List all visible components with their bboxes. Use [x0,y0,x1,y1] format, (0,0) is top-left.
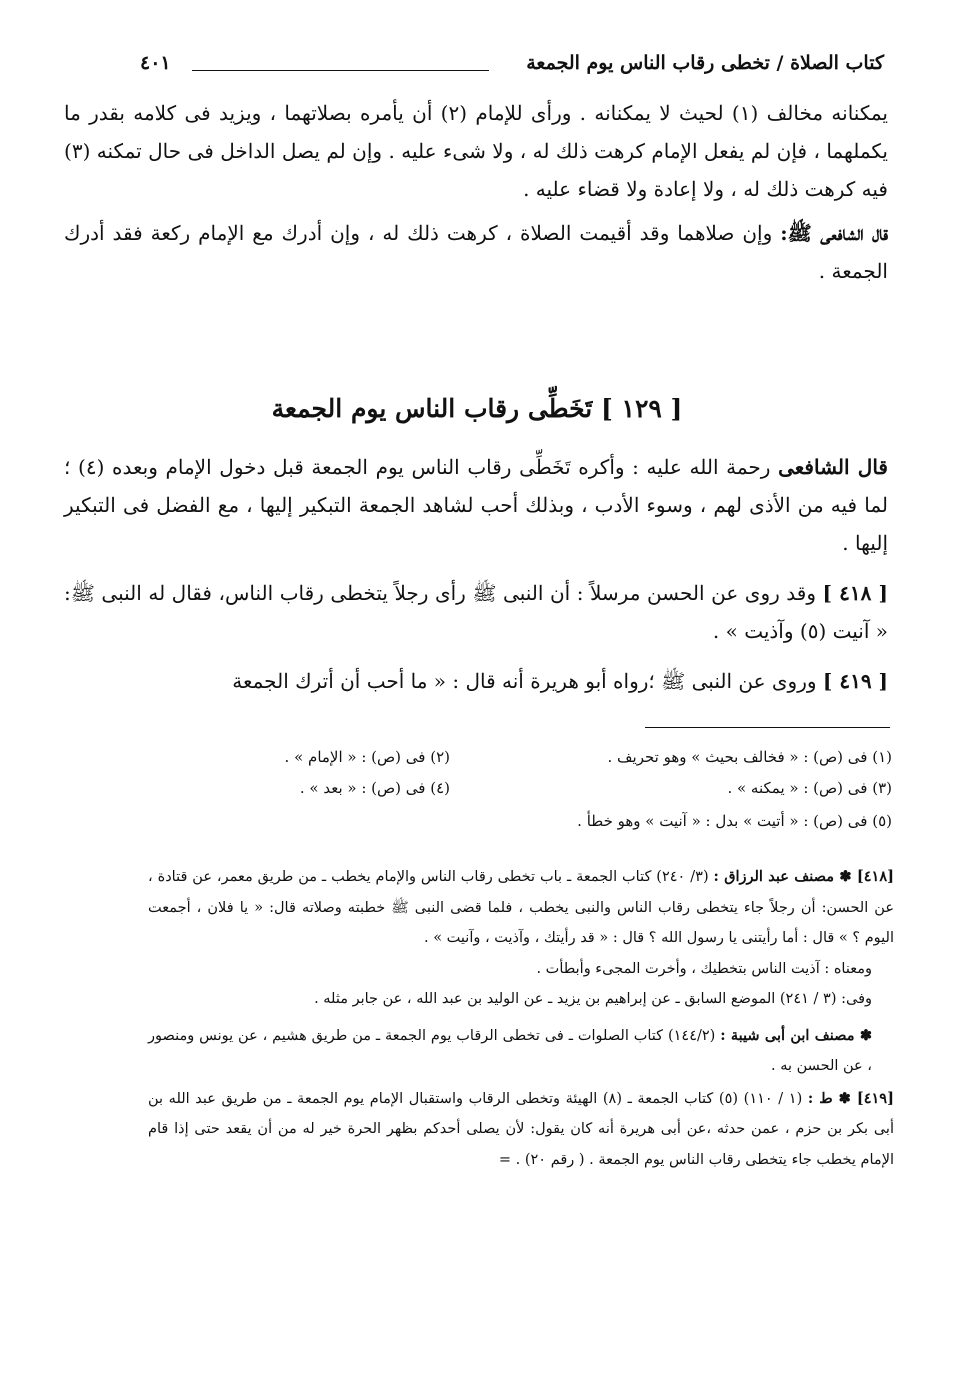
section-body [64,448,888,700]
source-419-label: [٤١٩] ✽ ط : [807,1089,894,1107]
running-header [140,52,884,86]
footnote-1: (١) فى (ص) : « فخالف بحيث » وهو تحريف . [607,748,892,766]
sources-section [148,862,894,1175]
footnote-3: (٣) فى (ص) : « يمكنه » . [727,779,892,797]
header-rule [192,70,489,71]
hadith-419 [64,662,888,700]
footnote-4: (٤) فى (ص) : « بعد » . [299,779,450,797]
shafii-paragraph [64,448,888,562]
source-418-meaning: ومعناه : آذيت الناس بتخطيك ، وأخرت المجىء وأبطأت . [536,960,872,977]
shafii-label: قال الشافعى ﷺ: [780,221,888,245]
shafii-paragraph-text: رحمة الله عليه : وأكره تَخَطِّى رقاب الناس يوم الجمعة قبل دخول الإمام وبعده (٤) ؛ لما فيه من الأذى لهم ، وسوء الأدب ، وبذلك أحب لشاهد الجمعة التبكير إليها ، مع الفضل فى التبكير إليها . [64,455,888,555]
shafii-statement [64,214,888,290]
intro-paragraph [64,94,888,290]
page-number: ٤٠١ [140,52,171,74]
source-418-ibn-abi-shaiba [148,1021,894,1082]
source-418-also: وفى: (٣ / ٢٤١) الموضع السابق ـ عن إبراهيم بن يزيد ـ عن الوليد بن عبد الله ، عن جابر مثله . [314,991,872,1007]
intro-text: يمكنانه مخالف (١) لحيث لا يمكنانه . ورأى للإمام (٢) أن يأمره بصلاتهما ، ويزيد فى كلامه بقدر ما يكملهما ، فإن لم يفعل الإمام كرهت ذلك له ، ولا شىء عليه . وإن لم يصل الداخل فى حال تمكنه (٣) فيه كرهت ذلك له ، ولا إعادة ولا قضاء عليه . [64,101,888,201]
footnote-separator [645,727,890,728]
shafii-paragraph-label: قال الشافعى [778,455,888,479]
source-418-label: [٤١٨] ✽ مصنف عبد الرزاق : [713,868,894,885]
source-ibn-abi-shaiba-label: ✽ مصنف ابن أبى شيبة : [720,1026,872,1044]
source-418-text: (٣/ ٢٤٠) كتاب الجمعة ـ باب تخطى رقاب الناس والإمام يخطب ـ من طريق معمر، عن قتادة ، عن الحسن: أن رجلاً جاء يتخطى رقاب الناس والنبى يخطب ، فلما قضى النبى ﷺ خطبته وصلاته قال: « يا فلان ، أجمعت اليوم ؟ » قال : أما رأيتنى يا رسول الله ؟ قال : « قد رأيتك ، وآذيت ، وآنيت » . [148,869,894,946]
chapter-title: كتاب الصلاة / تخطى رقاب الناس يوم الجمعة [526,52,884,74]
footnote-2: (٢) فى (ص) : « الإمام » . [284,748,450,766]
source-ibn-abi-shaiba-text: (١٤٤/٢) كتاب الصلوات ـ فى تخطى الرقاب يوم الجمعة ـ من طريق هشيم ، عن يونس ومنصور ، عن الحسن به . [148,1027,872,1074]
hadith-419-text: وروى عن النبى ﷺ ؛رواه أبو هريرة أنه قال : « ما أحب أن أترك الجمعة [232,669,823,693]
source-418 [148,862,894,954]
shafii-text: وإن صلاهما وقد أقيمت الصلاة ، كرهت ذلك له ، وإن أدرك مع الإمام ركعة فقد أدرك الجمعة . [64,221,888,283]
section-heading: [ ١٢٩ ] تَخَطِّى رقاب الناس يوم الجمعة [271,394,683,423]
hadith-418-text: وقد روى عن الحسن مرسلاً : أن النبى ﷺ رأى رجلاً يتخطى رقاب الناس، فقال له النبى ﷺ: « آنيت (٥) وآذيت » . [64,581,888,643]
footnote-5: (٥) فى (ص) : « أتيت » بدل : « آنيت » وهو خطأ . [577,812,892,830]
hadith-418-number: [ ٤١٨ ] [822,581,888,605]
source-419-text: (١ / ١١٠) (٥) كتاب الجمعة ـ (٨) الهيئة وتخطى الرقاب واستقبال الإمام يوم الجمعة ـ من طريق عبد الله بن أبى بكر بن حزم ، عمن حدثه ،عن أبى هريرة أنه كان يقول: لأن يصلى أحدكم بظهر الحرة خير له من أن يقعد حتى إذا قام الإمام يخطب جاء يتخطى رقاب الناس يوم الجمعة . ( رقم ٢٠) . = [148,1090,894,1168]
hadith-418 [64,574,888,650]
hadith-419-number: [ ٤١٩ ] [822,669,888,693]
source-419 [148,1084,894,1176]
